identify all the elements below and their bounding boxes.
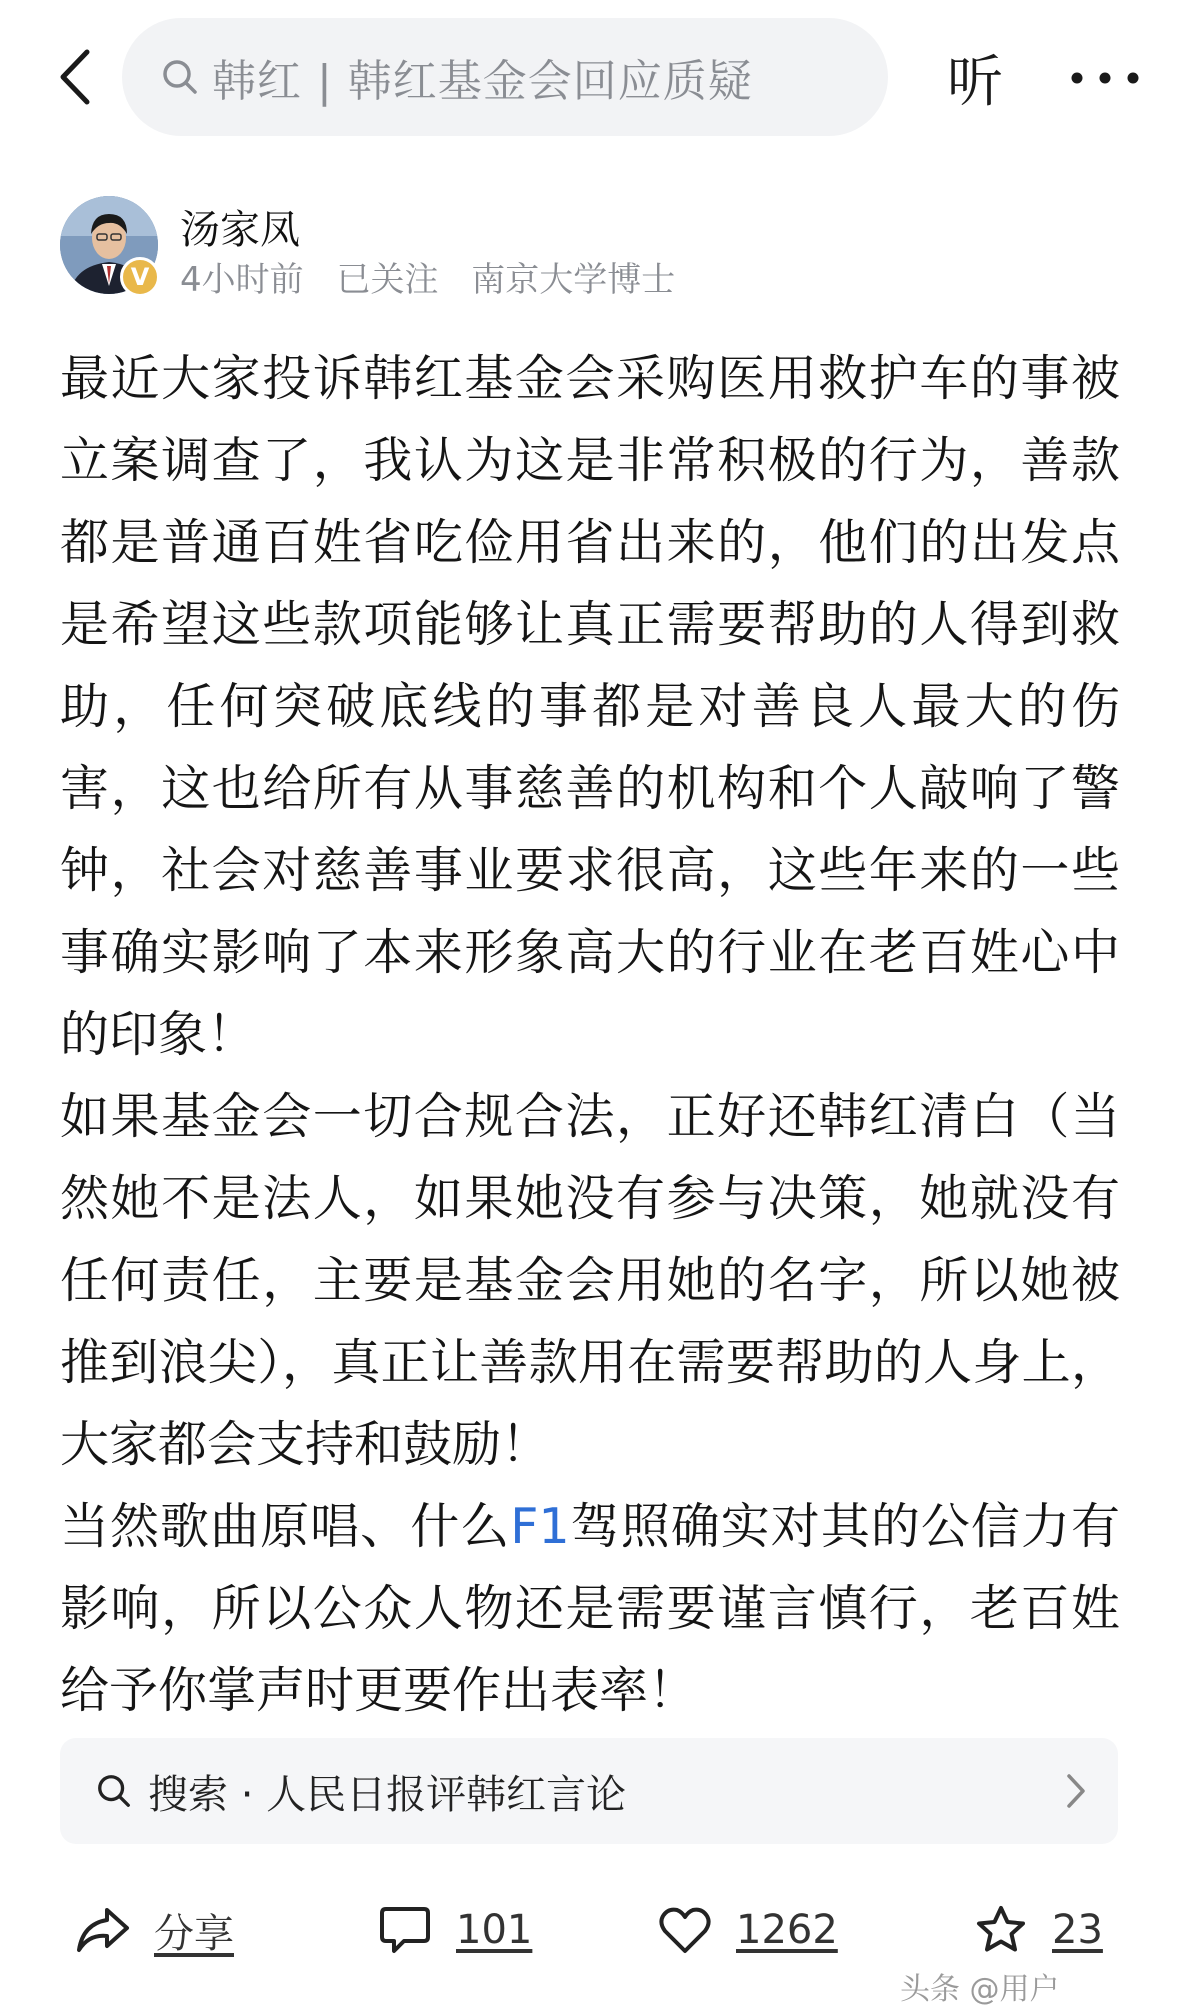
author-name[interactable]: 汤家凤 (180, 207, 300, 253)
post-content (60, 338, 1120, 1732)
post-time: 4小时前 (180, 260, 304, 300)
comment-count: 101 (456, 1907, 533, 1953)
verified-badge-icon: V (120, 257, 160, 297)
comment-icon (376, 1901, 434, 1959)
listen-button[interactable]: 听 (947, 50, 1003, 115)
share-label: 分享 (154, 1910, 234, 1957)
post-text: 驾照确实对其的公信力有影响，所以公众人物还是需要谨言慎行，老百姓给予你掌声时更要作出表率！ (60, 1498, 1120, 1719)
author-row (60, 196, 1120, 306)
more-dots-icon (1070, 71, 1140, 85)
top-bar (0, 0, 1179, 160)
follow-status[interactable]: 已关注 (336, 260, 439, 300)
related-search-text: 搜索 · 人民日报评韩红言论 (148, 1771, 627, 1818)
f1-link[interactable]: F1 (510, 1498, 570, 1555)
search-icon (94, 1771, 134, 1811)
favorite-count: 23 (1052, 1907, 1103, 1953)
like-count: 1262 (736, 1907, 838, 1953)
search-icon (158, 55, 202, 99)
favorite-button[interactable] (972, 1898, 1103, 1962)
share-icon (74, 1901, 132, 1959)
search-query-text: 韩红 | 韩红基金会回应质疑 (212, 56, 753, 107)
post-paragraph: 最近大家投诉韩红基金会采购医用救护车的事被立案调查了，我认为这是非常积极的行为，善款都是普通百姓省吃俭用省出来的，他们的出发点是希望这些款项能够让真正需要帮助的人得到救助，任何突破底线的事都是对善良人最大的伤害，这也给所有从事慈善的机构和个人敲响了警钟，社会对慈善事业要求很高，这些年来的一些事确实影响了本来形象高大的行业在老百姓心中的印象！ (60, 350, 1120, 1063)
back-button[interactable] (44, 40, 104, 114)
comment-button[interactable] (376, 1898, 532, 1962)
post-text: 当然歌曲原唱、什么 (60, 1498, 511, 1555)
chevron-right-icon (1064, 1771, 1088, 1811)
star-icon (972, 1901, 1030, 1959)
post-paragraph (60, 1486, 1120, 1732)
watermark: 头条 @用户 (900, 1972, 1060, 2007)
post-paragraph: 如果基金会一切合规合法，正好还韩红清白（当然她不是法人，如果她没有参与决策，她就没有任何责任，主要是基金会用她的名字，所以她被推到浪尖），真正让善款用在需要帮助的人身上，大家都会支持和鼓励！ (60, 1088, 1120, 1473)
author-meta (180, 252, 697, 301)
more-button[interactable] (1056, 48, 1154, 108)
like-button[interactable] (656, 1898, 838, 1962)
share-button[interactable] (74, 1898, 234, 1962)
author-title: 南京大学博士 (471, 260, 676, 300)
search-bar[interactable] (122, 18, 888, 136)
chevron-left-icon (57, 48, 91, 106)
heart-icon (656, 1901, 714, 1959)
related-search-card[interactable] (60, 1738, 1118, 1844)
